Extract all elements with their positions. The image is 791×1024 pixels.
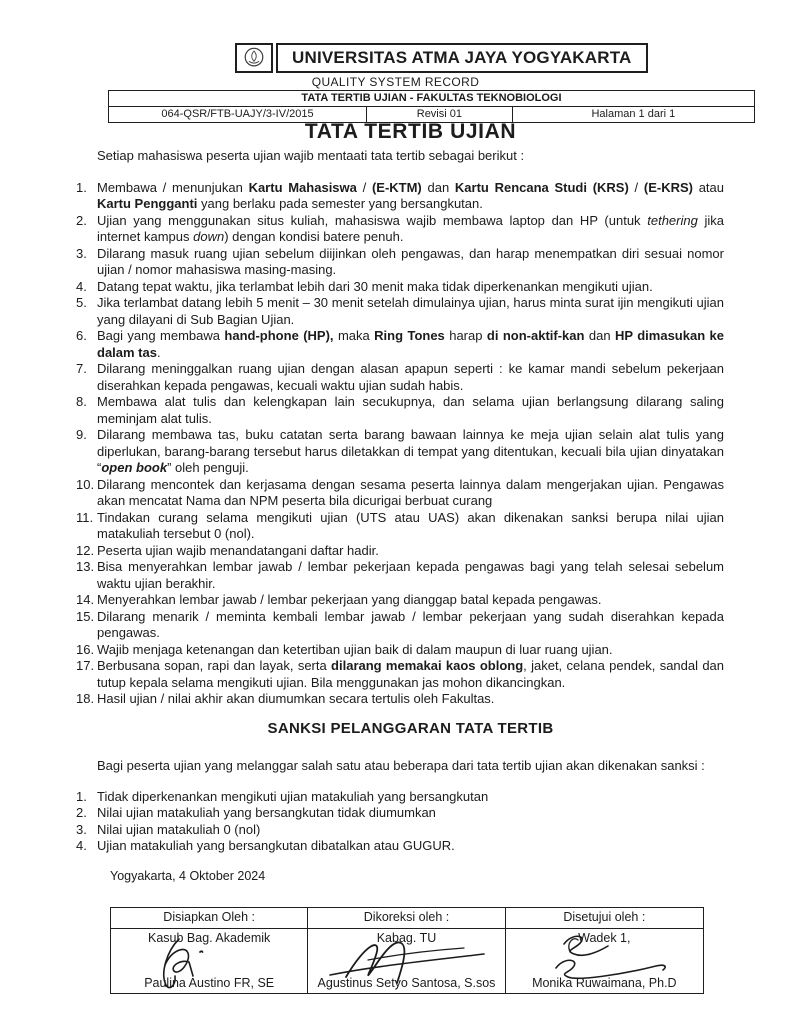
list-item: Membawa alat tulis dan kelengkapan lain secukupnya, dan selama ujian berlangsung dilarang saling meminjam alat tulis.	[97, 394, 724, 426]
approver-role: Kasub Bag. Akademik	[148, 931, 271, 945]
document-number: 064-QSR/FTB-UAJY/3-IV/2015	[109, 107, 367, 122]
approval-cell	[308, 929, 505, 993]
approver-name: Paulina Austino FR, SE	[144, 976, 275, 990]
list-item: Dilarang meninggalkan ruang ujian dengan alasan apapun seperti : ke kamar mandi sebelum pekerjaan diserahkan kepada pengawas, kecuali waktu ujian sudah habis.	[97, 361, 724, 393]
approval-column-header: Disetujui oleh :	[506, 908, 703, 929]
approver-name: Agustinus Setyo Santosa, S.sos	[317, 976, 496, 990]
list-item: Dilarang mencontek dan kerjasama dengan sesama peserta lainnya dalam mengerjakan ujian. Pengawas akan mencatat Nama dan NPM peserta bila dicurigai berbuat curang	[97, 476, 724, 508]
document-body	[97, 114, 724, 994]
list-item: Bagi yang membawa hand-phone (HP), maka Ring Tones harap di non-aktif-kan dan HP dimasukan ke dalam tas.	[97, 328, 725, 360]
list-item: Dilarang menarik / meminta kembali lembar jawab / lembar pekerjaan yang sudah diserahkan kepada pengawas.	[97, 608, 724, 640]
approver-role: Wadek 1,	[578, 931, 631, 945]
list-item: Nilai ujian matakuliah 0 (nol)	[97, 821, 261, 837]
approval-cell	[506, 929, 703, 993]
intro-text: Setiap mahasiswa peserta ujian wajib mentaati tata tertib sebagai berikut :	[97, 148, 525, 163]
list-item: Dilarang membawa tas, buku catatan serta barang bawaan lainnya ke meja ujian selain alat tulis yang diperlukan, barang-barang tersebut harus diletakkan di tempat yang ditentukan, kecuali bila ujian dinyatakan “open book” oleh penguji.	[97, 427, 724, 475]
page-title: TATA TERTIB UJIAN	[304, 120, 517, 143]
document-info-title: TATA TERTIB UJIAN - FAKULTAS TEKNOBIOLOGI	[109, 91, 754, 107]
list-item: Peserta ujian wajib menandatangani daftar hadir.	[97, 542, 379, 558]
date-line: Yogyakarta, 4 Oktober 2024	[110, 868, 266, 883]
revision-label: Revisi 01	[367, 107, 513, 122]
list-item: Jika terlambat datang lebih 5 menit – 30 menit setelah dimulainya ujian, harus minta surat ijin mengikuti ujian yang dilayani di Sub Bagian Ujian.	[97, 295, 724, 327]
sanctions-heading: SANKSI PELANGGARAN TATA TERTIB	[267, 719, 554, 737]
letterhead	[235, 43, 648, 73]
list-item: Berbusana sopan, rapi dan layak, serta dilarang memakai kaos oblong, jaket, celana pendek, sandal dan tutup kepala selama mengikuti ujian. Bila menggunakan jas mohon dikancingkan.	[97, 658, 725, 690]
university-logo	[235, 43, 273, 73]
list-item: Nilai ujian matakuliah yang bersangkutan tidak diumumkan	[97, 805, 436, 820]
approval-cell	[111, 929, 308, 993]
approver-name: Monika Ruwaimana, Ph.D	[532, 976, 677, 990]
list-item: Membawa / menunjukan Kartu Mahasiswa / (E-KTM) dan Kartu Rencana Studi (KRS) / (E-KRS) atau Kartu Pengganti yang berlaku pada semester yang bersangkutan.	[97, 179, 725, 211]
list-item: Tindakan curang selama mengikuti ujian (UTS atau UAS) akan dikenakan sanksi berupa nilai ujian matakuliah tersebut 0 (nol).	[97, 509, 724, 541]
list-item: Dilarang masuk ruang ujian sebelum diijinkan oleh pengawas, dan harap menempatkan diri sesuai nomor ujian / nomor mahasiswa masing-masing.	[97, 245, 724, 277]
list-item: Tidak diperkenankan mengikuti ujian matakuliah yang bersangkutan	[97, 788, 489, 804]
sanctions-list	[97, 789, 724, 855]
approval-table	[110, 907, 704, 994]
record-type-label: QUALITY SYSTEM RECORD	[311, 75, 480, 89]
university-name: UNIVERSITAS ATMA JAYA YOGYAKARTA	[276, 43, 648, 73]
list-item: Ujian yang menggunakan situs kuliah, mahasiswa wajib membawa laptop dan HP (untuk tethering jika internet kampus down) dengan kondisi batere penuh.	[97, 212, 725, 244]
rules-list	[97, 180, 724, 708]
list-item: Bisa menyerahkan lembar jawab / lembar pekerjaan kepada pengawas bagi yang telah selesai sebelum waktu ujian berakhir.	[97, 559, 724, 591]
list-item: Menyerahkan lembar jawab / lembar pekerjaan yang dianggap batal kepada pengawas.	[97, 592, 602, 607]
university-emblem-icon	[242, 46, 266, 70]
list-item: Hasil ujian / nilai akhir akan diumumkan secara tertulis oleh Fakultas.	[97, 691, 495, 706]
page-number-label: Halaman 1 dari 1	[591, 108, 676, 120]
list-item: Ujian matakuliah yang bersangkutan dibatalkan atau GUGUR.	[97, 838, 455, 853]
approval-column-header: Disiapkan Oleh :	[111, 908, 308, 929]
list-item: Datang tepat waktu, jika terlambat lebih dari 30 menit maka tidak diperkenankan mengikuti ujian.	[97, 278, 653, 294]
approval-column-header: Dikoreksi oleh :	[308, 908, 505, 929]
list-item: Wajib menjaga ketenangan dan ketertiban ujian baik di dalam maupun di luar ruang ujian.	[97, 641, 613, 657]
sanctions-intro: Bagi peserta ujian yang melanggar salah satu atau beberapa dari tata tertib ujian akan dikenakan sanksi :	[97, 758, 705, 773]
approver-role: Kabag. TU	[376, 931, 437, 945]
